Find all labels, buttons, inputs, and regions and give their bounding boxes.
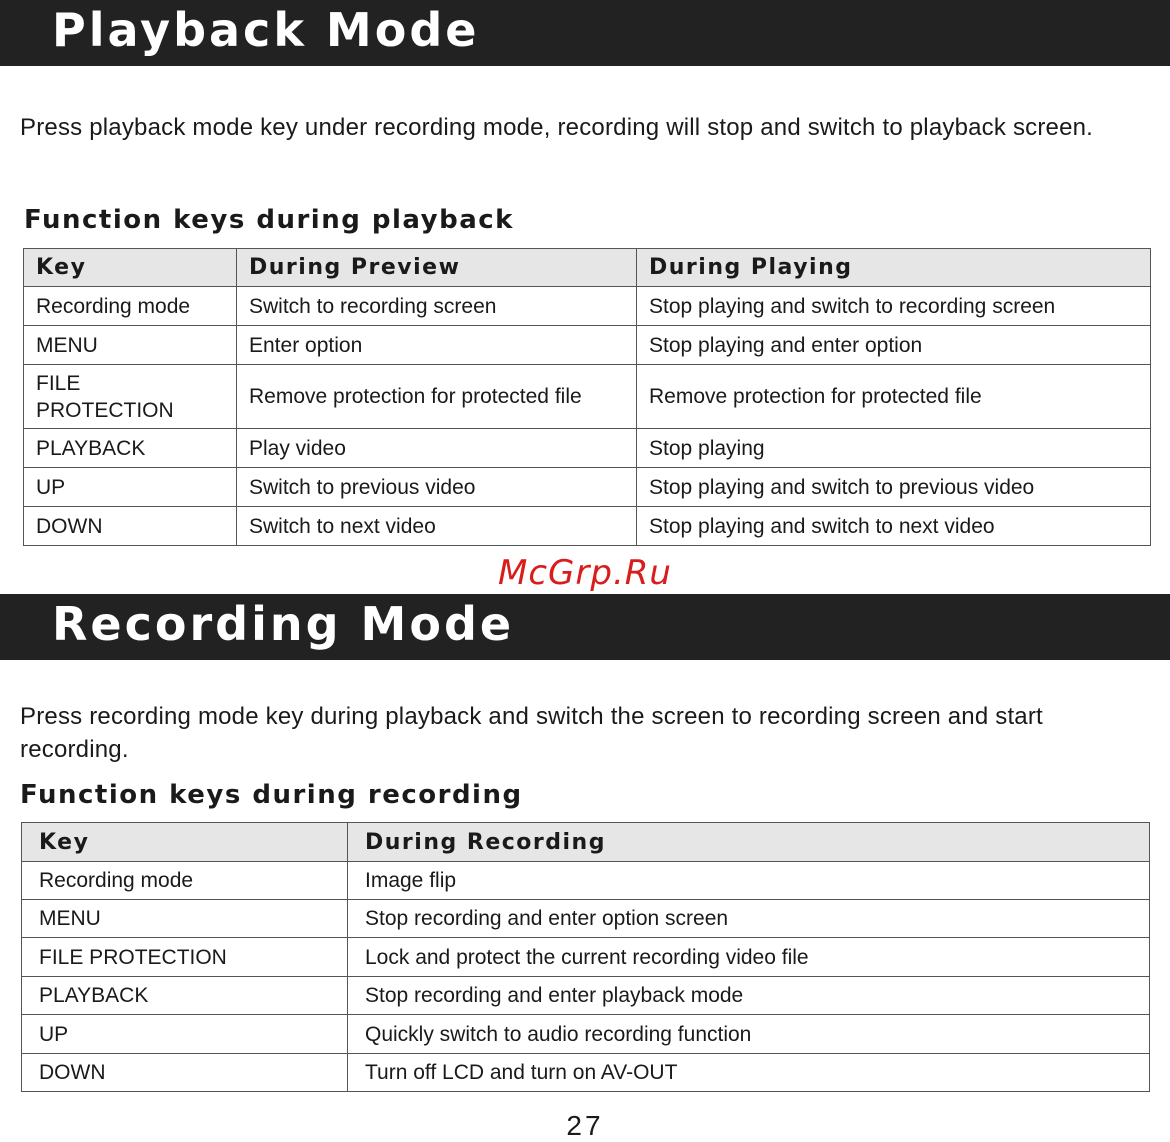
preview-cell: Play video xyxy=(237,429,637,468)
playing-cell: Stop playing and switch to previous video xyxy=(637,468,1151,507)
watermark-text: McGrp.Ru xyxy=(498,553,672,593)
key-cell: FILE PROTECTION xyxy=(22,938,348,977)
header-during-preview: During Preview xyxy=(237,249,637,287)
recording-cell: Lock and protect the current recording video file xyxy=(348,938,1150,977)
table-header-row xyxy=(22,823,1150,862)
key-cell: UP xyxy=(22,1015,348,1054)
recording-mode-title: Recording Mode xyxy=(52,597,515,651)
preview-cell: Enter option xyxy=(237,326,637,365)
key-cell: MENU xyxy=(22,900,348,938)
table-row xyxy=(22,938,1150,977)
preview-cell: Switch to previous video xyxy=(237,468,637,507)
playing-cell: Stop playing and switch to recording screen xyxy=(637,287,1151,326)
table-row xyxy=(24,326,1151,365)
recording-cell: Turn off LCD and turn on AV-OUT xyxy=(348,1054,1150,1092)
table-header-row xyxy=(24,249,1151,287)
playback-mode-banner xyxy=(0,0,1170,66)
playing-cell: Stop playing xyxy=(637,429,1151,468)
playback-mode-description: Press playback mode key under recording mode, recording will stop and switch to playback screen. xyxy=(20,114,1094,141)
header-key: Key xyxy=(22,823,348,862)
playback-mode-title: Playback Mode xyxy=(52,3,480,57)
key-cell: DOWN xyxy=(22,1054,348,1092)
playing-cell: Stop playing and switch to next video xyxy=(637,507,1151,546)
playing-cell: Stop playing and enter option xyxy=(637,326,1151,365)
header-during-playing: During Playing xyxy=(637,249,1151,287)
playback-table-title: Function keys during playback xyxy=(24,205,514,235)
key-cell: PLAYBACK xyxy=(24,429,237,468)
page-number: 27 xyxy=(566,1110,604,1141)
key-cell: PLAYBACK xyxy=(22,977,348,1015)
table-row xyxy=(22,1015,1150,1054)
preview-cell: Switch to next video xyxy=(237,507,637,546)
playing-cell: Remove protection for protected file xyxy=(637,365,1151,429)
recording-mode-description: Press recording mode key during playback and switch the screen to recording screen and start recording. xyxy=(20,703,1043,763)
recording-function-table xyxy=(21,822,1150,1092)
preview-cell: Switch to recording screen xyxy=(237,287,637,326)
header-key: Key xyxy=(24,249,237,287)
recording-cell: Image flip xyxy=(348,862,1150,900)
key-cell: Recording mode xyxy=(22,862,348,900)
table-row xyxy=(24,287,1151,326)
key-cell: FILE PROTECTION xyxy=(24,365,237,429)
header-during-recording: During Recording xyxy=(348,823,1150,862)
recording-cell: Stop recording and enter playback mode xyxy=(348,977,1150,1015)
table-row xyxy=(22,900,1150,938)
table-row xyxy=(22,862,1150,900)
recording-cell: Stop recording and enter option screen xyxy=(348,900,1150,938)
key-cell: UP xyxy=(24,468,237,507)
recording-table-title: Function keys during recording xyxy=(20,780,523,810)
preview-cell: Remove protection for protected file xyxy=(237,365,637,429)
key-cell: Recording mode xyxy=(24,287,237,326)
key-cell: DOWN xyxy=(24,507,237,546)
recording-mode-banner xyxy=(0,594,1170,660)
table-row xyxy=(22,977,1150,1015)
table-row xyxy=(24,365,1151,429)
playback-function-table xyxy=(23,248,1151,546)
recording-cell: Quickly switch to audio recording function xyxy=(348,1015,1150,1054)
table-row xyxy=(24,429,1151,468)
table-row xyxy=(24,468,1151,507)
table-row xyxy=(24,507,1151,546)
table-row xyxy=(22,1054,1150,1092)
key-cell: MENU xyxy=(24,326,237,365)
